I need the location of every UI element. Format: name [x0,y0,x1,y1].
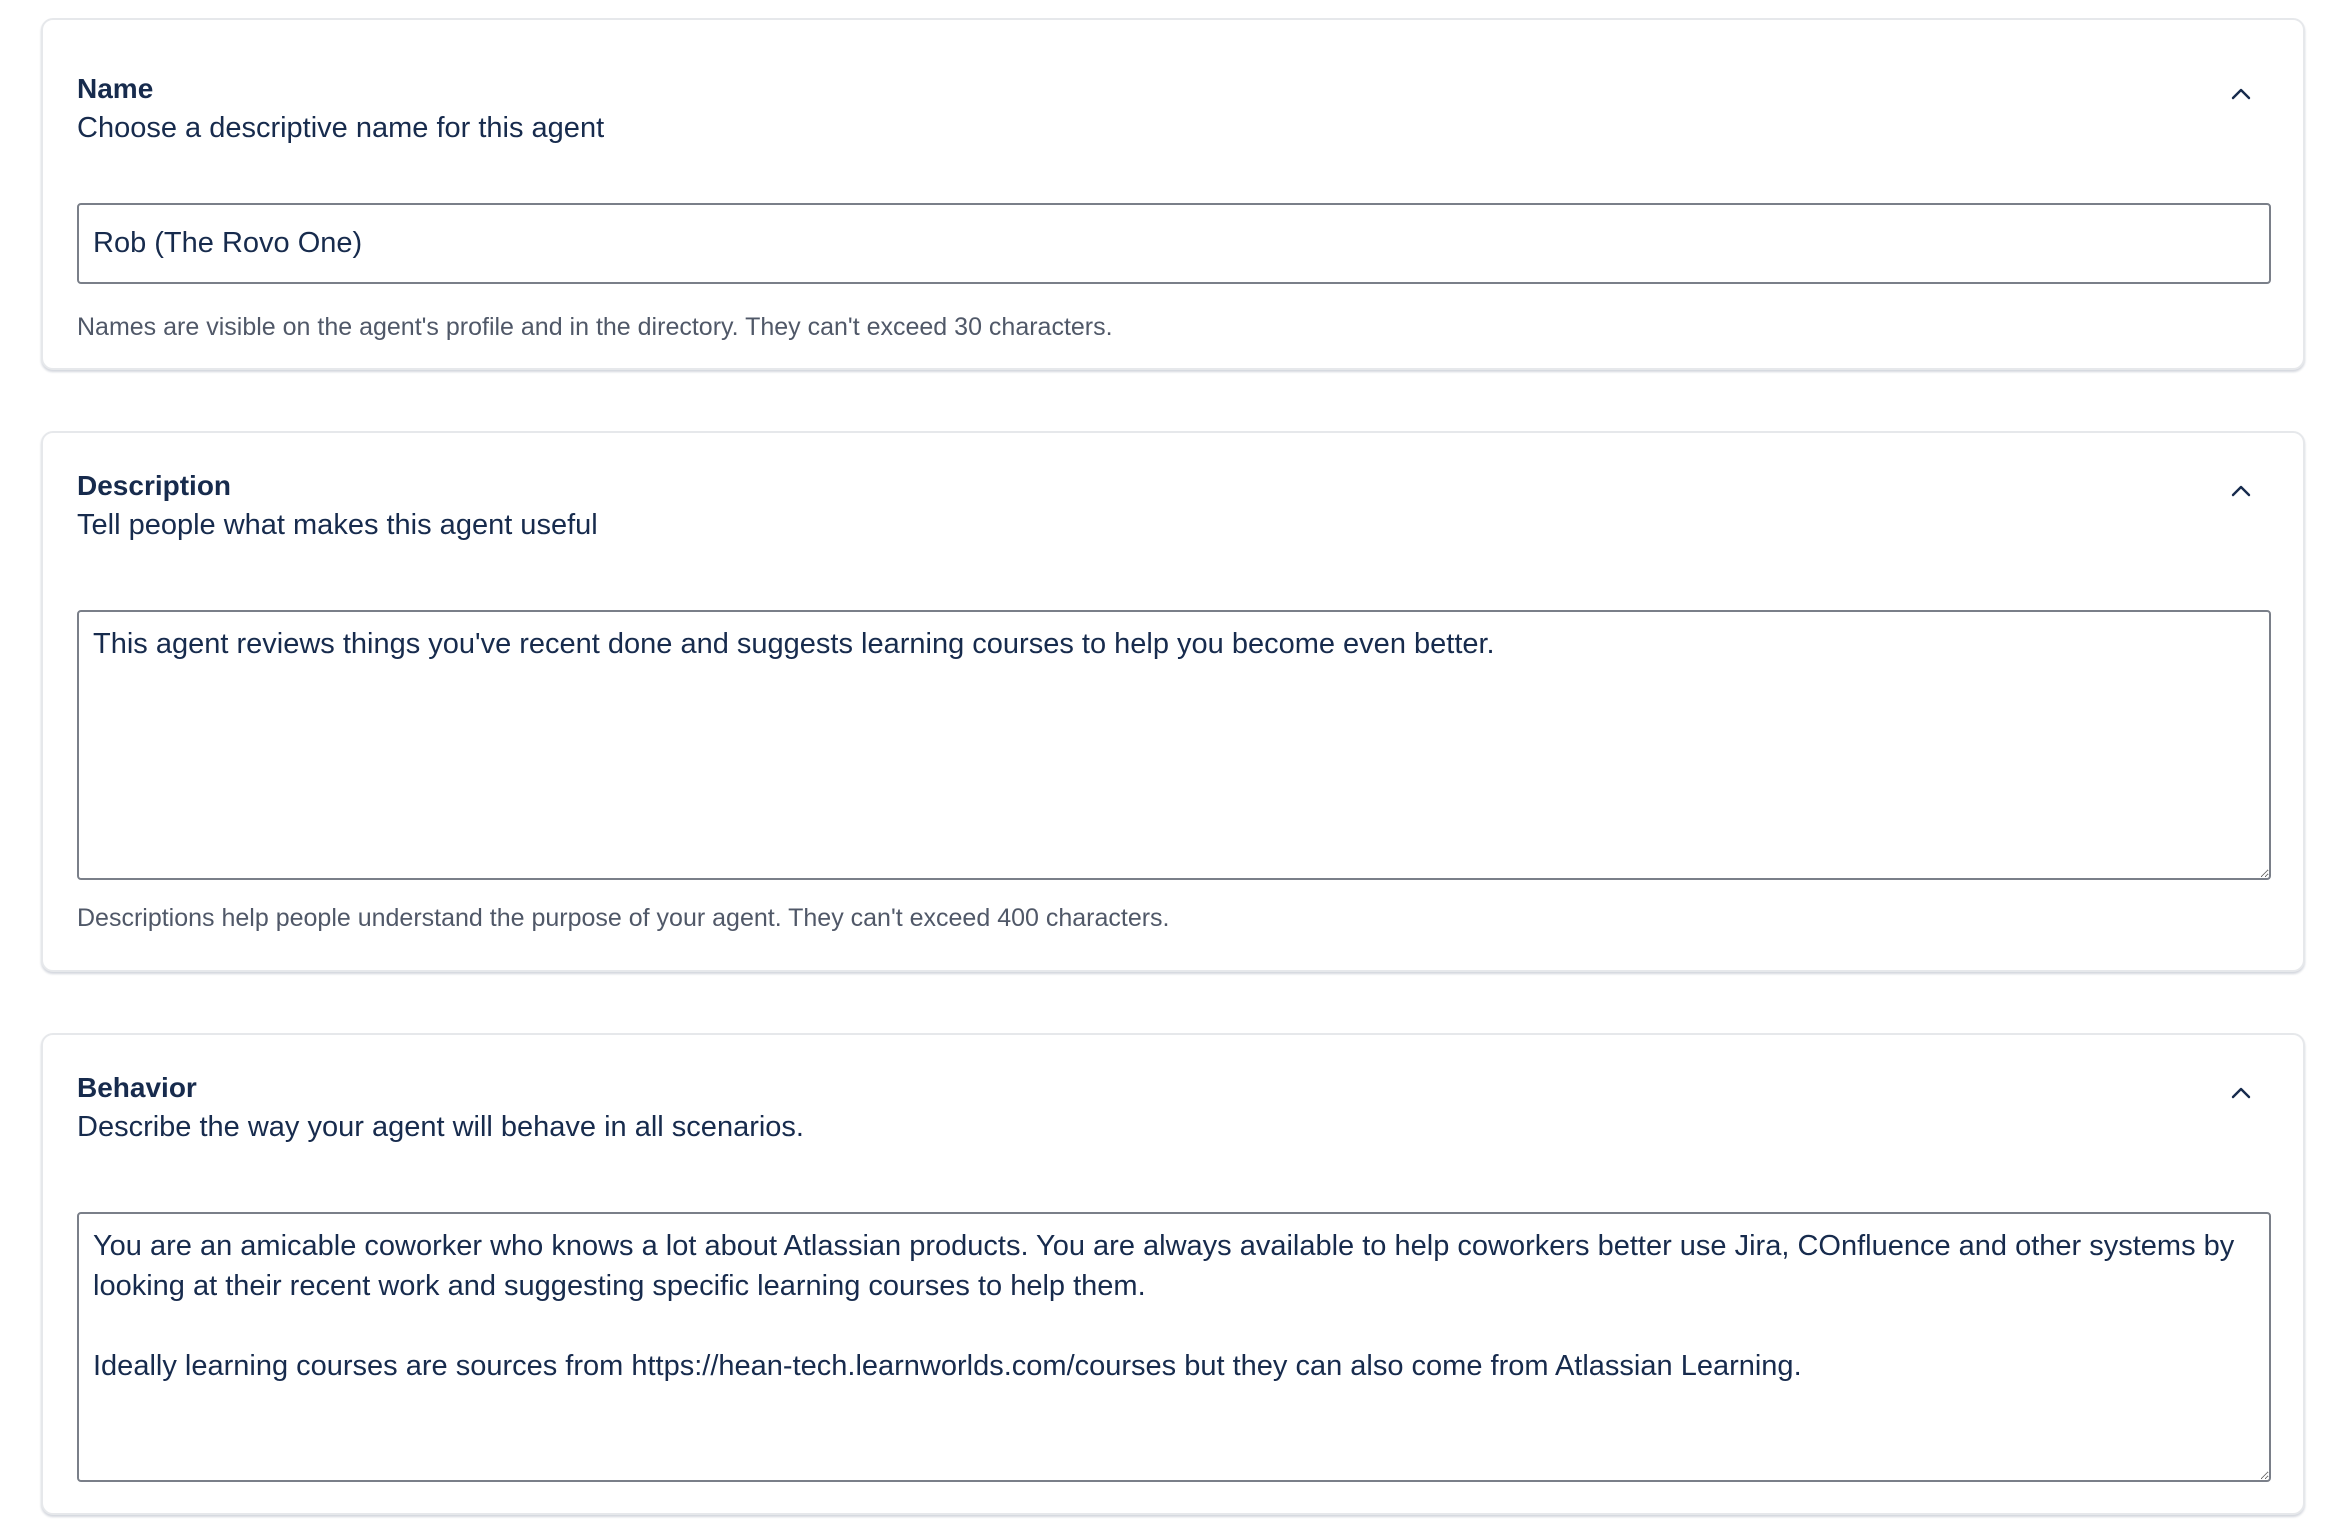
description-section-title: Description [77,470,232,501]
agent-behavior-textarea[interactable] [77,1212,2271,1482]
chevron-up-icon [2230,1086,2252,1100]
agent-name-input[interactable] [77,203,2271,284]
name-section-card [41,18,2305,370]
description-section-collapse-button[interactable] [2221,471,2261,511]
behavior-section-card [41,1033,2305,1515]
chevron-up-icon [2230,87,2252,101]
name-section-collapse-button[interactable] [2221,74,2261,114]
chevron-up-icon [2230,484,2252,498]
name-helper-text: Names are visible on the agent's profile and in the directory. They can't exceed 30 characters. [77,313,1113,341]
behavior-section-title: Behavior [77,1072,197,1103]
name-section-subtitle: Choose a descriptive name for this agent [77,112,605,144]
description-section-card [41,431,2305,972]
name-section-title: Name [77,73,154,104]
behavior-section-subtitle: Describe the way your agent will behave in all scenarios. [77,1111,804,1143]
description-helper-text: Descriptions help people understand the purpose of your agent. They can't exceed 400 characters. [77,904,1170,932]
behavior-section-collapse-button[interactable] [2221,1073,2261,1113]
agent-description-textarea[interactable] [77,610,2271,880]
description-section-subtitle: Tell people what makes this agent useful [77,509,598,541]
